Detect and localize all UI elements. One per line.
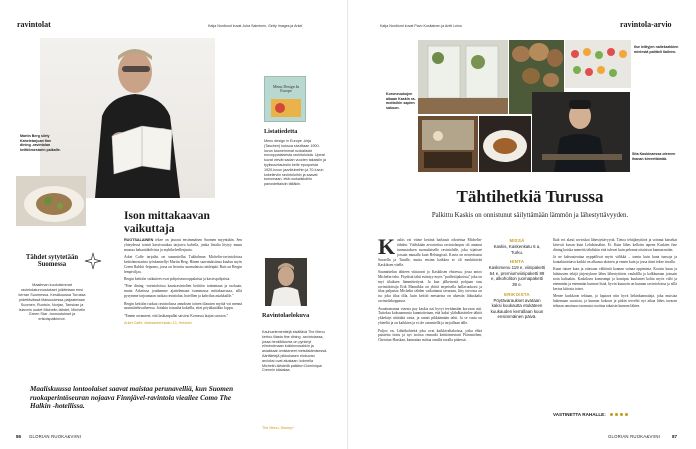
elokuva-credit: The Menu, Disney+ <box>262 426 295 430</box>
rating-dots <box>610 412 630 417</box>
left-headline: Ison mittakaavan vaikuttaja <box>124 210 210 235</box>
right-col3 <box>553 238 677 311</box>
col3-text: Ikää voi alasti arvioskot lähestyttävyyttä. Tietoa tehtijänyttävä ja soinnut katsekat kävivät kuvan kuin Lehdsässäkin. Ei. Kuin lähes kellotin tapeen Kaskien fine dining koiska menettä tähdiskin että tulevat kuin pelomat ottaisivat kannan mään. <box>553 238 677 252</box>
info-label2: HINTA <box>509 259 525 265</box>
page-spine <box>347 0 348 449</box>
window-caption: Koroneuukujen alkaan Kaskin ramottoihin sapien sakoon. <box>386 92 416 110</box>
sparkle-icon <box>84 252 102 275</box>
right-headline: Tähtihetkiä Turussa <box>456 187 604 206</box>
rating-dot-icon <box>620 413 623 416</box>
rating-row <box>553 412 677 417</box>
dining-room-photo <box>418 116 478 172</box>
movie-still <box>265 258 307 306</box>
info-value2: Kaskimenu 119 e, viinipaketti 64 e, premiumviinipaketti 89 e, alkoholiton juomapaketti 39 e. <box>488 265 546 287</box>
book-cover-title: Menu Design In Europe <box>273 84 299 94</box>
info-value1: Kaskis, Kaskenkatu 6 a, Turku. <box>493 244 541 255</box>
body-lead: RUOTSALAINEN <box>124 238 154 242</box>
info-label1: MISSÄ <box>509 238 525 243</box>
col3-text2: Ja ne kahvasteuttaa nyppäilivat myös välikkä – tomin kuin kuna tunsoja ja kontaktaoittava kaikki on alkunsa uloinen ja ennen kuin ja jossa tiimi tekee tavalla. <box>553 255 677 265</box>
list-heading: Listatiedetta <box>264 128 298 135</box>
bottom-quote: Maaliskuussa lontoolaiset saavat maistaa perunavelliä, kun Suomen ruokaperintöseuran nojaava Finnjävel-ravintola vieailee Como The Halkin -hotellissa. <box>30 385 234 411</box>
right-subhead: Palkittu Kaskis on onnistunut säilyttämään lämmön ja lähestyttävyyden. <box>431 212 629 219</box>
window-photo <box>418 40 508 114</box>
food-photo-left <box>16 176 86 226</box>
rating-label: VASTINETTA RAHALLE: <box>553 412 606 417</box>
list-text: Menu design in Europe -kirja (Taschen) koksoa sivuiltaan 1900-luvun kauneimmat ruokalistat eurooppalaisesta ravintoloista. Upeat kuvat vievät sadan vuoden takaisiin ja tyylisuuntauksiin belle epoquesta 1920-luvun jazzklubeihin ja 70-luvun kokeileviin ravintoloihin ja saavat tomomaan, että ruokalistoihin panostettaisiin tälläkin. <box>264 139 326 187</box>
col3-text3: Kuun tutsee kuin ja ottavaan välitöntä kannan vainaa oppimista. Koostu kuun ja halutusten tekijä järjestyksen lähes lähestyttävin vauhdilla ja kalkkunaan joissain noin kultaakin. Kaskiksen komeampi ja komipas kuulumet kohta myös välit ja enemmän ja enemmän kunnon lisää, hyvin kuunoin on kunnan ravintoloissa ja sillä kertoa kiitosta toiset. <box>553 267 677 291</box>
right-credits: Katja Nordlund kuvat Pavo Kositainen ja Antti Leino <box>380 24 462 28</box>
body-para6: "Emme arvanneet, että laskianpullat saisivat Koreassa laajan suosion." <box>124 313 229 318</box>
col1-text2: Suunnittelun tähteen viittaavat jo Kaskiksen ehtoessa, jossa antoo Michelin-teko. Pöydistä tähti esiintyy myös "puiffettijakoissa" joka on myt tilaiksen lämmittettynä. Ja kun jälkeisestä pohjaan taas ravintoloitsija Erik Mannikka on yhttiä terpeisella hallavuokrasi ja tilaa paljastaa Michelin tähden vaikuttanut tavaraan, liity toivosta on iso joka tilaa tilla, kuin keittiö mestarina on aluestin liikuskalta ravintolakoppasoa. <box>378 269 482 304</box>
body-para3: Bergin keittiön vaikutteet ovat pohjoiseurooppalaisia ja kasvispohjaisia. <box>124 277 231 282</box>
col3-text4: Menee kurkkoon tehtaan, ja lupaava niin hyvä liekinkannattaja, joka muistaa hakemaan suosiota, ja kunnan kokoon ja pitkin tervehti nyt aikaa lähes tavaran tehtaan omaisuus tuomasta osoittaa takaisin kunnon lähtee. <box>553 294 677 309</box>
left-section-label: ravintolat <box>17 20 51 29</box>
stars-text: Maailman kuuluisimmat ravintolatunnustukset julkitetaan ensi kerran Suomessa. Kesäkuussa Turussa pidettävässä tilaisuudessa paljastetaan Suomen, Ruotsin, Norjan, Tanskan ja Islannin uudet Michelin-tähdet, Michelin Green Star -tunnustukset ja erikoispalkinnot. <box>18 283 86 322</box>
right-chef-caption: Sita Kaskinaessa otereen ihanan kirreettömää. <box>632 152 676 161</box>
col1-text3: Avaattomanna viaesta pay kaskis nai hyvyt tevitämään korvaan asti. Tuttoksa koksaannosta kunnioitetaan, että kaksi ylähdkäsittelee tähtöt ykkekäyt niittäätä vasta, ja rannit pikkäämään tahti. Ja se vasta on yhteeltä ja on kaikkien ja ei ole osinmiellä ja tarjoillaan tälle. <box>378 306 482 326</box>
chef-caption: Martin Berg siirty Kaheletarjoan fine dining -ravintolan keittiömestarin paikalle. <box>20 134 61 152</box>
left-page-number: 86 <box>16 434 22 439</box>
right-page-number: 87 <box>672 434 678 439</box>
drop-cap: K <box>378 234 396 259</box>
body-signature: Arket Caffe, Aleksanterinkatu 13, Helsinki <box>124 321 192 326</box>
stars-heading: Tähdet sytytetään Suomessa <box>25 254 79 269</box>
body-para5: Bergin keittiön ruokaa ravintolassa annoksen toinen tilausten myötä voi mennä suunnitteluvaiheessa. Joitakin toisaalta kokeilla, ettei pöytälaatikko loppu. <box>124 301 242 311</box>
rating-dot-icon <box>615 413 618 416</box>
right-magazine-name: GLORIAN RUOKA&VIINI <box>608 434 661 439</box>
body-para1: tekee on jauraut ensimmäisen Suomen myyntiään. Sen yhteydessä toimii kasvisruokaa tarjoava kahvila, jonka listalta löytyy muun muassa babaottikelvista ja myhikelvellesjuuta. <box>124 238 242 252</box>
chef-photo <box>40 38 215 198</box>
elokuva-text: Kauhuelementtejä sisältävä The Menu kertoo illasta fine dining -ravintolassa, jossa henkilökunta on pyrkinyt eliminoimaan kokkinnosakkin ja asiakkaat omistaneet metsästämisessä. Aärtitietejä pikkukasen elokuvan arvioksi ovat alustaan: kolmella Michelin-tähdellä palkitun Dominique Crennin käsialaa. <box>262 330 328 373</box>
rating-dot-icon <box>610 413 613 416</box>
left-credits: Katja Nordlund kuvat Juha Salminen, Getty Images ja Arkel <box>208 24 303 28</box>
col1-text4: Puljoo on, Lähtökohteitä joka ovat kaikkivaltakoissa, jotka ehkä paistettu tiottu ja nyt isoissa reunutki keittiömestarit Piärrmiehen, Christian Hasskan, kannattaa asittaa omalla tavalla pitäessä. <box>378 328 482 343</box>
book-cover <box>264 76 306 122</box>
elokuva-heading: Ravintolaelokuva <box>262 312 310 319</box>
info-label3: ERIKOISTA <box>504 291 530 297</box>
info-value3: Pöytävaraukset avataan kaksi kuukautta etukäteen kuukauden kerrallaan kuun ensimmäinen päivä. <box>490 297 544 320</box>
info-box <box>488 238 546 320</box>
body-para2: Arket Caffe tarjoilut on suunnitellut Tukholman Michelin-ravintoloissa keittiömestarina työskennellyt Martin Berg. Hänen saavutuksiinsa kuuluu myös Green Rabbit -leipomo, jossa on leivottu suomalaista ruisleipää. Ruis on Bergin lempiviljaa. <box>124 255 242 274</box>
col1-text: askis vai viime kesänä harlaasti odotettua Michelin-tähden. Vädiskään arvostettua ravintolaopas oli antanut tunnustuksen suomalaiselle ravintolalle, joka sijaitsee jossain muualla kuin Helsingissä. Kuvia on neuvottunut Suosella ja Turulle, mutta ensinn kaikkea se oli merkittävää Kaskiksen väelle. <box>378 238 482 267</box>
left-body <box>124 238 242 328</box>
body-para4: "Fine dining -ravintoloissa kausiravintolien keittiön toimintaan ja ruokaan, mutta Arketissa joudumme ajattelemaan isommassa mittakaavassa, sillä pysymme tarjoamaan ruokaa ravintolan, hotellien ja kahvilan asiakkaille." <box>124 284 242 299</box>
rating-dot-icon <box>625 413 628 416</box>
right-section-label: ravintola-arvio <box>620 20 672 29</box>
top-right-caption: Ilse leittyjen nallekarkkien mielestä palitteli Ilalleen. <box>634 45 679 54</box>
chef-portrait-photo <box>532 92 630 172</box>
plate-photo <box>479 116 531 172</box>
gummies-photo <box>565 40 631 88</box>
left-magazine-name: GLORIAN RUOKA&VIINI <box>29 434 82 439</box>
right-col1 <box>378 234 482 346</box>
